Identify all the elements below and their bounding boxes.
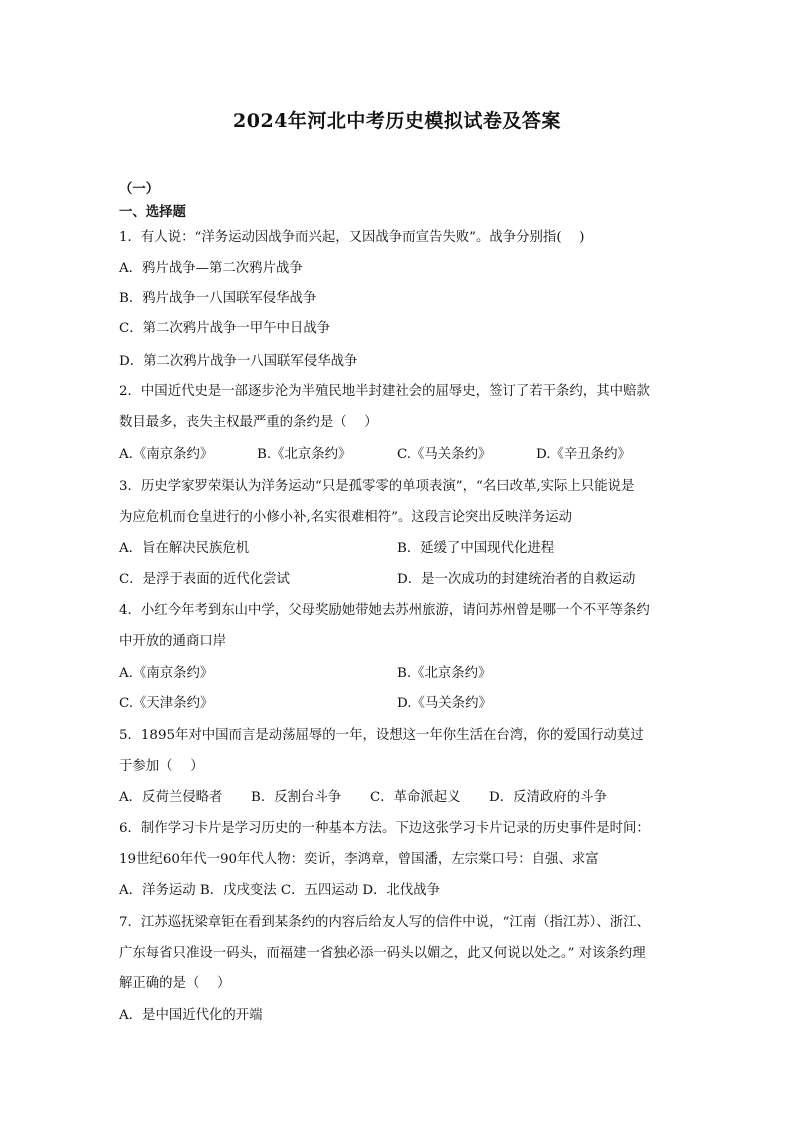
question-7-stem-line3: 解正确的是（ ） — [119, 976, 231, 991]
question-7-option-a: A．是中国近代化的开端 — [119, 1008, 263, 1023]
question-4-stem-line2: 中开放的通商口岸 — [119, 634, 227, 649]
question-5-option-d: D．反清政府的斗争 — [489, 790, 607, 805]
question-4-option-c: C.《天津条约》 — [119, 696, 214, 711]
question-5-option-a: A．反荷兰侵略者 — [119, 790, 223, 805]
question-6-options: A．洋务运动 B．戊戌变法 C．五四运动 D．北伐战争 — [119, 883, 441, 898]
question-3-option-d: D．是一次成功的封建统治者的自救运动 — [397, 572, 636, 587]
question-6-stem-line1: 6．制作学习卡片是学习历史的一种基本方法。下边这张学习卡片记录的历史事件是时间： — [119, 821, 650, 836]
question-1-option-b: B．鸦片战争一八国联军侵华战争 — [119, 291, 317, 306]
page-title: 2024年河北中考历史模拟试卷及答案 — [233, 110, 561, 132]
question-2-stem-line2: 数目最多，丧失主权最严重的条约是（ ） — [119, 415, 378, 430]
question-3-option-b: B．延缓了中国现代化进程 — [397, 541, 555, 556]
question-3-stem-line1: 3．历史学家罗荣渠认为洋务运动“只是孤零零的单项表演”，“名曰改革,实际上只能说是 — [119, 479, 635, 494]
question-7-stem-line2: 广东每省只准设一码头，而福建一省独必添一码头以媚之，此又何说以处之。” 对该条约理 — [119, 946, 646, 961]
question-1-option-a: A．鸦片战争—第二次鸦片战争 — [119, 261, 303, 276]
question-2-option-b: B.《北京条约》 — [257, 447, 352, 462]
question-1-option-d: D．第二次鸦片战争一八国联军侵华战争 — [119, 354, 358, 369]
question-2-option-a: A.《南京条约》 — [119, 447, 214, 462]
question-5-stem-line2: 于参加（ ） — [119, 759, 204, 774]
question-2-option-c: C.《马关条约》 — [397, 447, 492, 462]
section-heading: 一、选择题 — [119, 204, 186, 220]
part-heading: （一） — [119, 181, 160, 197]
question-5-stem-line1: 5．1895年对中国而言是动荡屈辱的一年，设想这一年你生活在台湾，你的爱国行动莫过 — [119, 728, 644, 743]
question-4-stem-line1: 4．小红今年考到东山中学，父母奖励她带她去苏州旅游，请问苏州曾是哪一个不平等条约 — [119, 603, 650, 618]
question-3-option-a: A．旨在解决民族危机 — [119, 541, 250, 556]
question-1-option-c: C．第二次鸦片战争一甲午中日战争 — [119, 321, 331, 336]
question-4-option-d: D.《马关条约》 — [397, 696, 492, 711]
question-2-stem-line1: 2．中国近代史是一部逐步沦为半殖民地半封建社会的屈辱史，签订了若干条约，其中赔款 — [119, 384, 650, 399]
question-4-option-b: B.《北京条约》 — [397, 666, 492, 681]
question-2-option-d: D.《辛丑条约》 — [536, 447, 631, 462]
question-4-option-a: A.《南京条约》 — [119, 666, 214, 681]
question-5-option-c: C．革命派起义 — [370, 790, 461, 805]
question-1-stem: 1．有人说：“洋务运动因战争而兴起，又因战争而宣告失败”。战争分别指( ) — [119, 230, 585, 245]
question-6-stem-line2: 19世纪60年代一90年代人物：奕䜣，李鸿章，曾国潘，左宗棠口号：自强、求富 — [119, 852, 599, 867]
question-3-option-c: C．是浮于表面的近代化尝试 — [119, 572, 290, 587]
question-5-option-b: B．反割台斗争 — [251, 790, 342, 805]
question-3-stem-line2: 为应危机而仓皇进行的小修小补,名实很难相符”。这段言论突出反映洋务运动 — [119, 510, 572, 525]
question-7-stem-line1: 7．江苏巡抚梁章钜在看到某条约的内容后给友人写的信件中说，“江南（指江苏）、浙江、 — [119, 915, 650, 930]
